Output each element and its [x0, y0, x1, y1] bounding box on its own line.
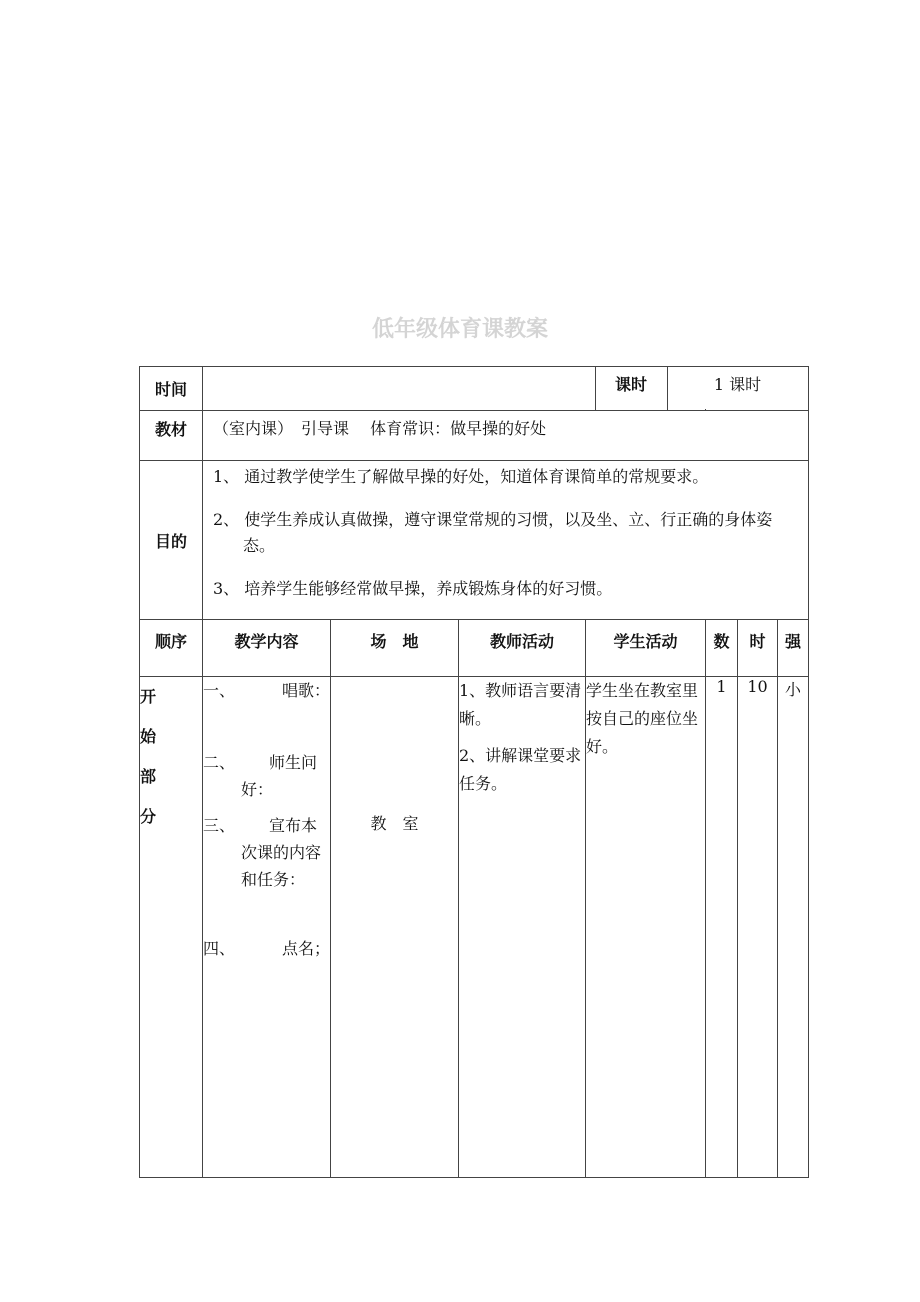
content-item-number: 二、	[203, 753, 236, 772]
row-goal	[140, 461, 809, 620]
content-item-number: 四、	[203, 939, 236, 958]
col-header-intensity: 强	[778, 620, 809, 677]
row-material	[140, 411, 809, 461]
col-header-sequence: 顺序	[140, 620, 203, 677]
goal-label: 目的	[140, 461, 203, 620]
col-header-teacher-activity: 教师活动	[459, 620, 586, 677]
sequence-char: 始	[140, 727, 157, 746]
content-item	[203, 749, 330, 803]
content-item-text: 唱歌：	[281, 681, 330, 700]
content-item-text: 点名；	[281, 939, 330, 958]
teacher-activity-item: 2、讲解课堂要求任务。	[459, 746, 582, 793]
column-header-row	[140, 620, 809, 677]
time-label: 时间	[140, 367, 203, 411]
sequence-cell	[140, 677, 203, 1178]
student-activity-cell: 学生坐在教室里按自己的座位坐好。	[586, 677, 706, 1178]
content-item-text: 宣布本次课的内容和任务：	[241, 816, 322, 889]
time-cell: 10	[738, 677, 778, 1178]
period-value: 1 课时	[668, 367, 807, 409]
count-cell: 1	[706, 677, 738, 1178]
material-value: （室内课） 引导课 体育常识：做早操的好处	[203, 411, 809, 461]
col-header-time: 时	[738, 620, 778, 677]
col-header-venue: 场 地	[331, 620, 459, 677]
intensity-cell: 小	[778, 677, 809, 1178]
goal-item: 1、 通过教学使学生了解做早操的好处，知道体育课简单的常规要求。	[213, 467, 709, 486]
venue-cell: 教 室	[331, 677, 459, 1178]
material-label: 教材	[140, 411, 203, 461]
sequence-char: 部	[140, 767, 157, 786]
col-header-content: 教学内容	[203, 620, 331, 677]
content-item-number: 三、	[203, 816, 236, 835]
document-title: 低年级体育课教案	[371, 317, 548, 342]
sequence-char: 分	[140, 807, 157, 826]
table-row	[140, 677, 809, 1178]
period-label-overlay: 课时	[596, 367, 666, 409]
goal-list	[203, 461, 809, 620]
col-header-student-activity: 学生活动	[586, 620, 706, 677]
col-header-count: 数	[706, 620, 738, 677]
content-item-text: 师生问好：	[241, 753, 318, 799]
goal-item: 3、 培养学生能够经常做早操，养成锻炼身体的好习惯。	[213, 579, 613, 598]
content-item-number: 一、	[203, 681, 236, 700]
content-item	[203, 935, 330, 962]
sequence-char: 开	[140, 687, 157, 706]
content-cell	[203, 677, 331, 1178]
content-item	[203, 677, 330, 704]
teacher-activity-cell	[459, 677, 586, 1178]
content-item	[203, 812, 330, 893]
teacher-activity-item: 1、教师语言要清晰。	[459, 681, 582, 728]
lesson-plan-table	[139, 366, 809, 1178]
goal-item: 2、 使学生养成认真做操，遵守课堂常规的习惯，以及坐、立、行正确的身体姿态。	[213, 510, 773, 555]
